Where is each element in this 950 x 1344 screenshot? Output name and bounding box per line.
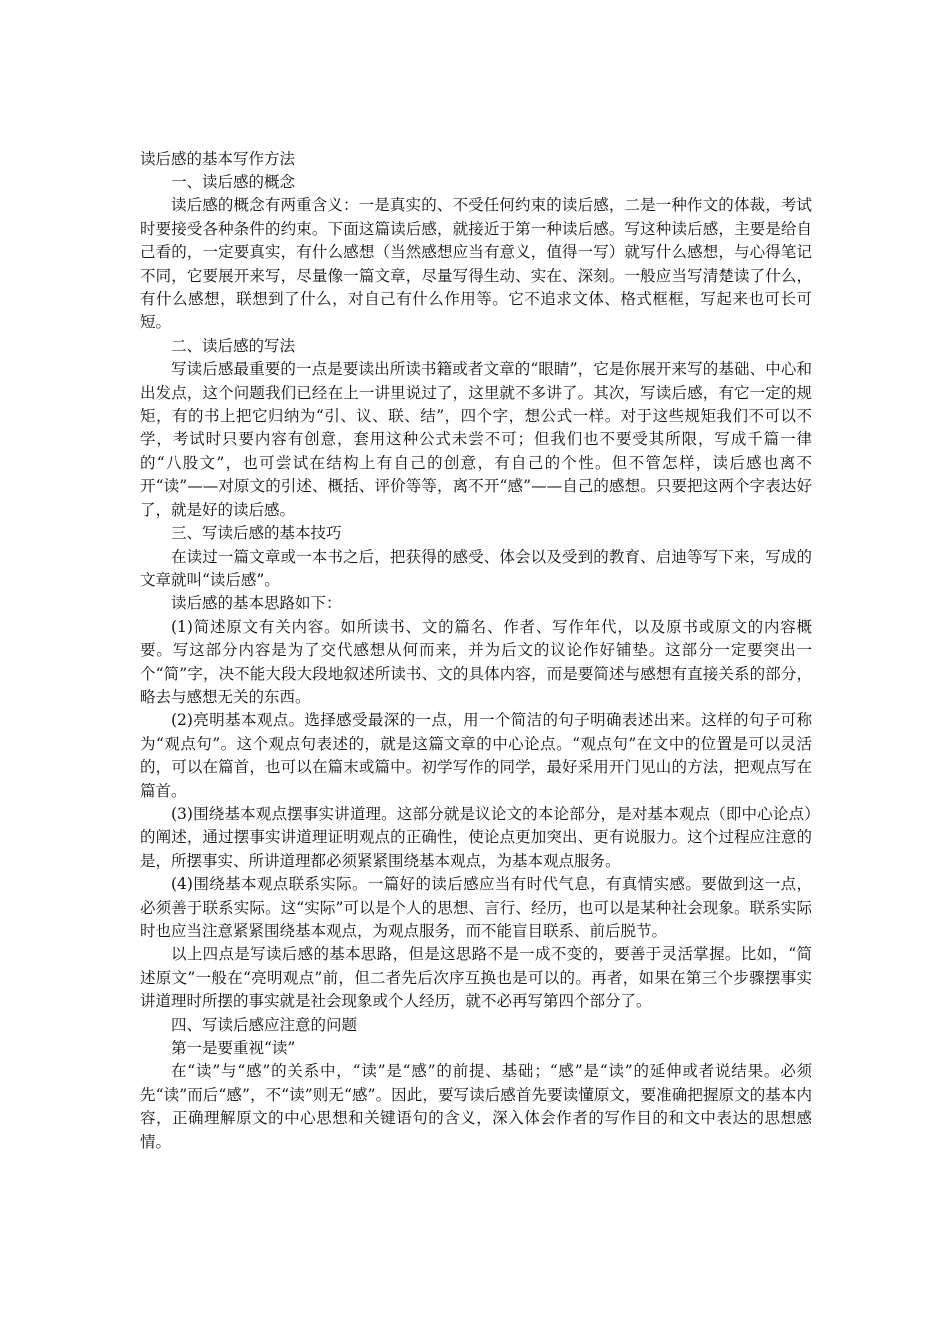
paragraph-step-3: (3)围绕基本观点摆事实讲道理。这部分就是议论文的本论部分，是对基本观点（即中心论点）的阐述，通过摆事实讲道理证明观点的正确性，使论点更加突出、更有说服力。这个过程应注意的是，所摆事实、所讲道理都必须紧紧围绕基本观点，为基本观点服务。 bbox=[140, 804, 812, 870]
section-heading-3: 三、写读后感的基本技巧 bbox=[171, 524, 342, 543]
paragraph-approach-intro: 读后感的基本思路如下： bbox=[171, 594, 342, 613]
paragraph-step-1: (1)简述原文有关内容。如所读书、文的篇名、作者、写作年代，以及原书或原文的内容概要。写这部分内容是为了交代感想从何而来，并为后文的议论作好铺垫。这部分一定要突出一个“简”字，决不能大段大段地叙述所读书、文的具体内容，而是要简述与感想有直接关系的部分，略去与感想无关的东西。 bbox=[140, 617, 812, 706]
paragraph-definition: 在读过一篇文章或一本书之后，把获得的感受、体会以及受到的教育、启迪等写下来，写成的文章就叫“读后感”。 bbox=[140, 547, 812, 589]
section-heading-4: 四、写读后感应注意的问题 bbox=[171, 1015, 358, 1034]
subheading-read-first: 第一是要重视“读” bbox=[171, 1039, 296, 1058]
paragraph-read-first: 在“读”与“感”的关系中，“读”是“感”的前提、基础；“感”是“读”的延伸或者说结果。必须先“读”而后“感”，不“读”则无“感”。因此，要写读后感首先要读懂原文，要准确把握原文的基本内容，正确理解原文的中心思想和关键语句的含义，深入体会作者的写作目的和文中表达的思想感情。 bbox=[140, 1062, 812, 1151]
paragraph-step-4: (4)围绕基本观点联系实际。一篇好的读后感应当有时代气息，有真情实感。要做到这一点，必须善于联系实际。这“实际”可以是个人的思想、言行、经历，也可以是某种社会现象。联系实际时也应当注意紧紧围绕基本观点，为观点服务，而不能盲目联系、前后脱节。 bbox=[140, 875, 812, 940]
document-title: 读后感的基本写作方法 bbox=[140, 150, 296, 168]
paragraph-method: 写读后感最重要的一点是要读出所读书籍或者文章的“眼睛”，它是你展开来写的基础、中心和出发点，这个问题我们已经在上一讲里说过了，这里就不多讲了。其次，写读后感，有它一定的规矩，有的书上把它归纳为“引、议、联、结”，四个字，想公式一样。对于这些规矩我们不可以不学，考试时只要内容有创意，套用这种公式未尝不可；但我们也不要受其所限，写成千篇一律的“八股文”，也可尝试在结构上有自己的创意，有自己的个性。但不管怎样，读后感也离不开“读”——对原文的引述、概括、评价等等，离不开“感”——自己的感想。只要把这两个字表达好了，就是好的读后感。 bbox=[140, 360, 812, 519]
section-heading-2: 二、读后感的写法 bbox=[171, 336, 296, 355]
document-page bbox=[140, 148, 812, 1154]
paragraph-summary: 以上四点是写读后感的基本思路，但是这思路不是一成不变的，要善于灵活掌握。比如，“简述原文”一般在“亮明观点”前，但二者先后次序互换也是可以的。再者，如果在第三个步骤摆事实讲道理时所摆的事实就是社会现象或个人经历，就不必再写第四个部分了。 bbox=[140, 945, 812, 1011]
section-heading-1: 一、读后感的概念 bbox=[171, 173, 296, 191]
paragraph-concept: 读后感的概念有两重含义：一是真实的、不受任何约束的读后感，二是一种作文的体裁，考试时要接受各种条件的约束。下面这篇读后感，就接近于第一种读后感。写这种读后感，主要是给自己看的，一定要真实，有什么感想（当然感想应当有意义，值得一写）就写什么感想，与心得笔记不同，它要展开来写，尽量像一篇文章，尽量写得生动、实在、深刻。一般应当写清楚读了什么，有什么感想，联想到了什么，对自己有什么作用等。它不追求文体、格式框框，写起来也可长可短。 bbox=[140, 196, 812, 332]
paragraph-step-2: (2)亮明基本观点。选择感受最深的一点，用一个简洁的句子明确表述出来。这样的句子可称为“观点句”。这个观点句表述的，就是这篇文章的中心论点。“观点句”在文中的位置是可以灵活的，可以在篇首，也可以在篇末或篇中。初学写作的同学，最好采用开门见山的方法，把观点写在篇首。 bbox=[140, 711, 812, 800]
